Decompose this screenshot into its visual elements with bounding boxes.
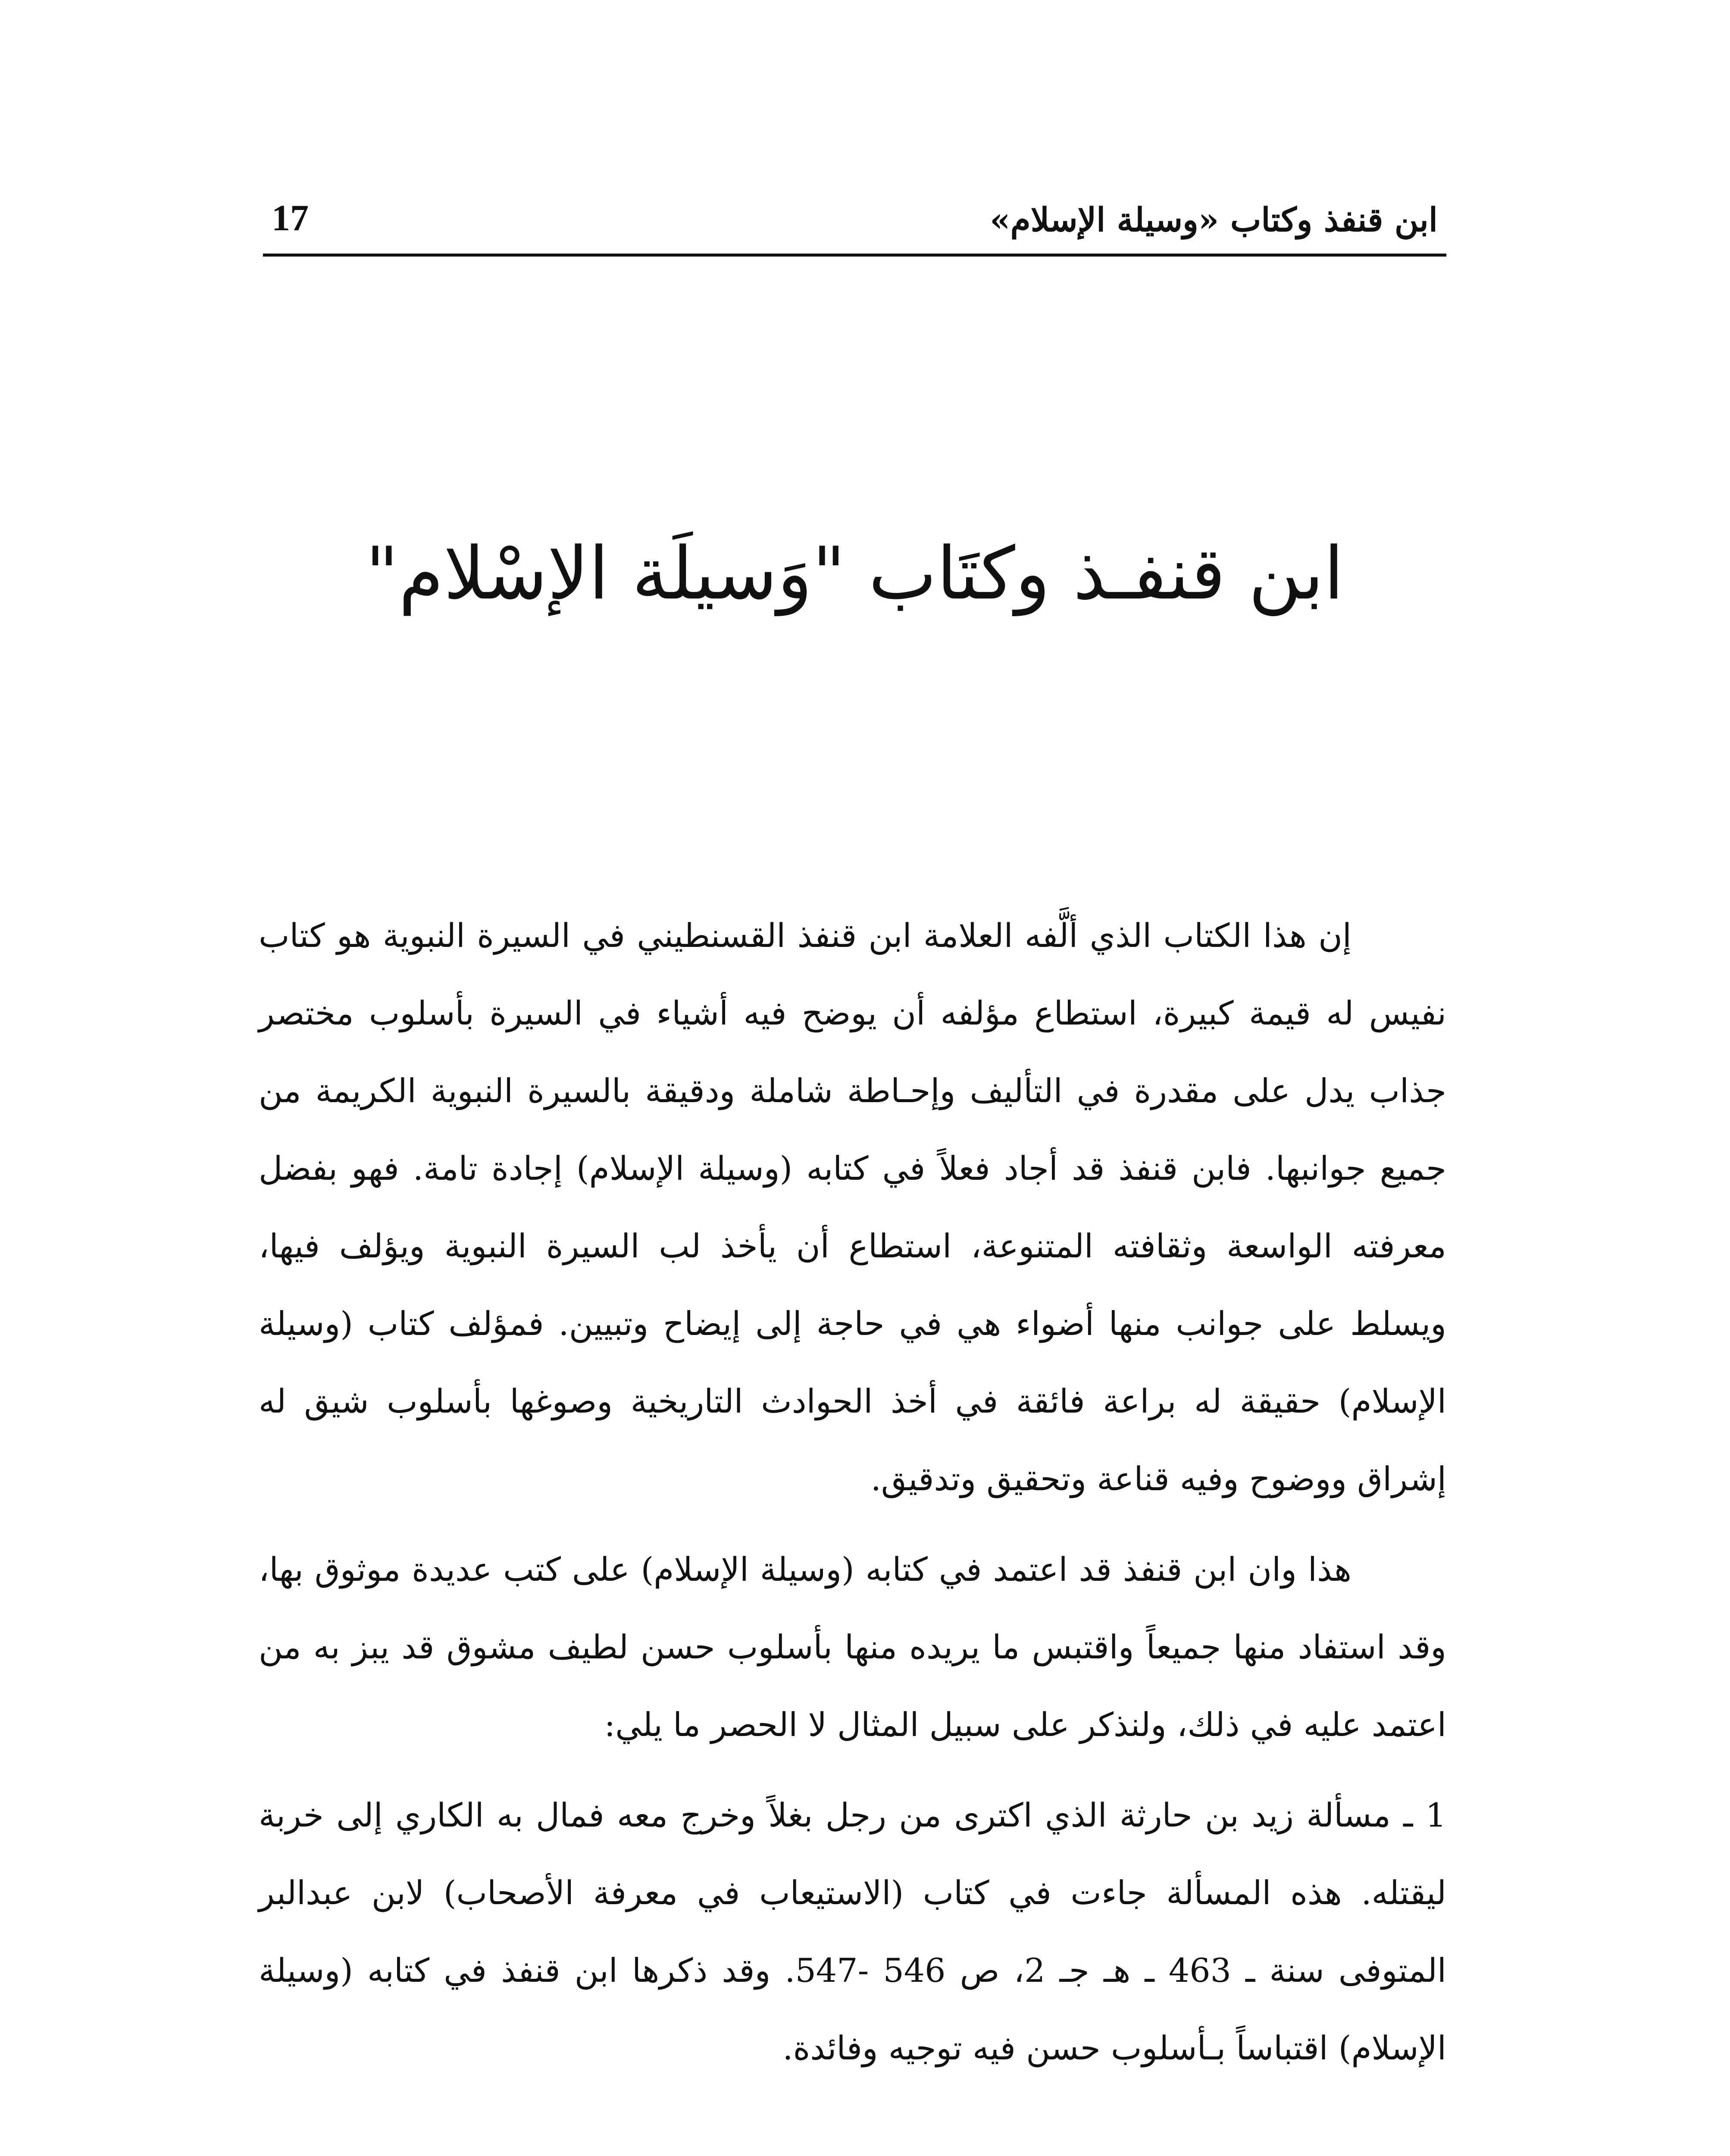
body-text bbox=[259, 897, 1446, 2087]
page-number: 17 bbox=[272, 197, 309, 238]
header-rule bbox=[263, 254, 1446, 257]
list-item-1: 1 ـ مسألة زيد بن حارثة الذي اكترى من رجل بغلاً وخرج معه فمال به الكاري إلى خربة ليقتله. هذه المسألة جاءت في كتاب (الاستيعاب في معرفة الأصحاب) لابن عبدالبر المتوفى سنة ـ 463 ـ هـ جـ 2، ص 546 -547. وقد ذكرها ابن قنفذ في كتابه (وسيلة الإسلام) اقتباساً بـأسلوب حسن فيه توجيه وفائدة. bbox=[259, 1796, 1446, 2067]
running-header bbox=[263, 196, 1446, 261]
running-title: ابن قنفذ وكتاب «وسيلة الإسلام» bbox=[990, 201, 1438, 239]
paragraph-2: هذا وان ابن قنفذ قد اعتمد في كتابه (وسيلة الإسلام) على كتب عديدة موثوق بها، وقد استفاد منها جميعاً واقتبس ما يريده منها بأسلوب حسن لطيف مشوق قد يبز به من اعتمد عليه في ذلك، ولنذكر على سبيل المثال لا الحصر ما يلي: bbox=[259, 1550, 1446, 1744]
paragraph-1: إن هذا الكتاب الذي ألَّفه العلامة ابن قنفذ القسنطيني في السيرة النبوية هو كتاب نفيس له قيمة كبيرة، استطاع مؤلفه أن يوضح فيه أشياء في السيرة بأسلوب مختصر جذاب يدل على مقدرة في التأليف وإحـاطة شاملة ودقيقة بالسيرة النبوية الكريمة من جميع جوانبها. فابن قنفذ قد أجاد فعلاً في كتابه (وسيلة الإسلام) إجادة تامة. فهو بفضل معرفته الواسعة وثقافته المتنوعة، استطاع أن يأخذ لب السيرة النبوية ويؤلف فيها، ويسلط على جوانب منها أضواء هي في حاجة إلى إيضاح وتبيين. فمؤلف كتاب (وسيلة الإسلام) حقيقة له براعة فائقة في أخذ الحوادث التاريخية وصوغها بأسلوب شيق له إشراق ووضوح وفيه قناعة وتحقيق وتدقيق. bbox=[259, 916, 1446, 1498]
chapter-title: ابن قنفـذ وكتَاب "وَسيلَة الإسْلام" bbox=[365, 531, 1344, 616]
